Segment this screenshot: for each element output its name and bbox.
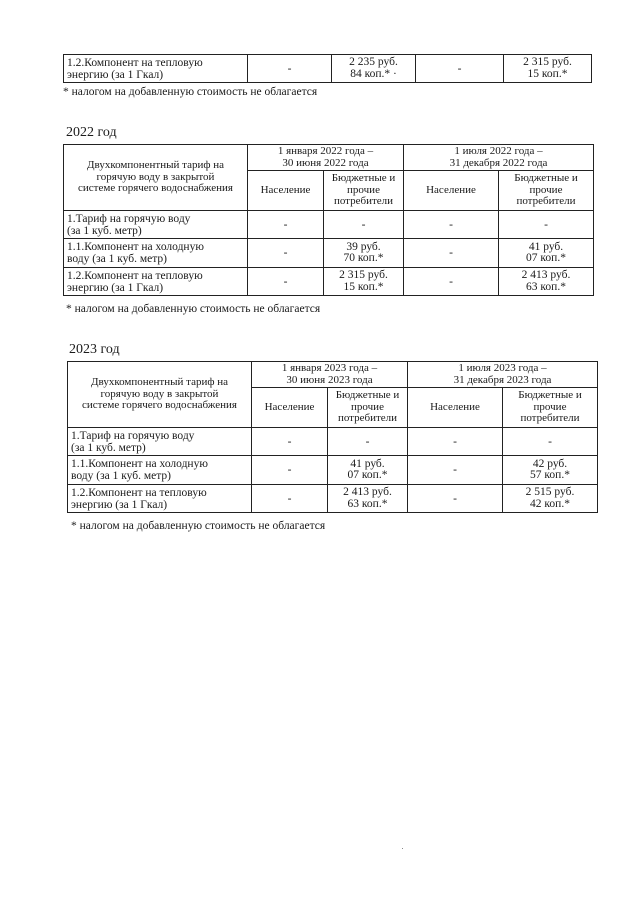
table-header-row bbox=[64, 145, 594, 171]
table-row bbox=[64, 211, 594, 239]
cell-population: - bbox=[252, 428, 328, 456]
row-label: 1.2.Компонент на тепловую энергию (за 1 Гкал) bbox=[64, 268, 248, 296]
header-population: Население bbox=[404, 171, 499, 211]
table-row bbox=[68, 456, 598, 485]
cell-budget: 2 315 руб. 15 коп.* bbox=[504, 55, 592, 83]
cell-budget: 2 515 руб. 42 коп.* bbox=[503, 485, 598, 513]
row-label: 1.2.Компонент на тепловую энергию (за 1 Гкал) bbox=[64, 55, 248, 83]
row-label: 1.2.Компонент на тепловую энергию (за 1 Гкал) bbox=[68, 485, 252, 513]
cell-budget: - bbox=[328, 428, 408, 456]
cell-population: - bbox=[248, 268, 324, 296]
table-row bbox=[64, 55, 592, 83]
footnote: * налогом на добавленную стоимость не облагается bbox=[66, 303, 321, 315]
header-budget: Бюджетные и прочие потребители bbox=[503, 388, 598, 428]
cell-population: - bbox=[408, 485, 503, 513]
header-budget: Бюджетные и прочие потребители bbox=[499, 171, 594, 211]
header-population: Население bbox=[252, 388, 328, 428]
cell-budget: 41 руб. 07 коп.* bbox=[499, 239, 594, 268]
section-title-2023: 2023 год bbox=[69, 342, 120, 357]
tariff-table-2023 bbox=[67, 361, 598, 513]
cell-budget: 2 413 руб. 63 коп.* bbox=[499, 268, 594, 296]
cell-population: - bbox=[416, 55, 504, 83]
cell-population: - bbox=[408, 428, 503, 456]
cell-budget: 42 руб. 57 коп.* bbox=[503, 456, 598, 485]
row-label: 1.Тариф на горячую воду (за 1 куб. метр) bbox=[64, 211, 248, 239]
header-tariff-label: Двухкомпонентный тариф на горячую воду в закрытой системе горячего водоснабжения bbox=[68, 362, 252, 428]
cell-budget: - bbox=[499, 211, 594, 239]
table-row bbox=[68, 428, 598, 456]
header-period-1: 1 января 2023 года – 30 июня 2023 года bbox=[252, 362, 408, 388]
cell-population: - bbox=[408, 456, 503, 485]
section-title-2022: 2022 год bbox=[66, 125, 117, 140]
row-label: 1.1.Компонент на холодную воду (за 1 куб. метр) bbox=[68, 456, 252, 485]
header-period-2: 1 июля 2023 года – 31 декабря 2023 года bbox=[408, 362, 598, 388]
cell-population: - bbox=[252, 456, 328, 485]
table-header-row bbox=[68, 362, 598, 388]
scan-speck bbox=[402, 848, 403, 849]
cell-budget: 2 235 руб. 84 коп.* · bbox=[332, 55, 416, 83]
footnote: * налогом на добавленную стоимость не облагается bbox=[71, 520, 326, 532]
tariff-table-2022 bbox=[63, 144, 594, 296]
cell-budget: 39 руб. 70 коп.* bbox=[324, 239, 404, 268]
cell-population: - bbox=[404, 239, 499, 268]
table-row bbox=[68, 485, 598, 513]
header-tariff-label: Двухкомпонентный тариф на горячую воду в закрытой системе горячего водоснабжения bbox=[64, 145, 248, 211]
cell-budget: 2 413 руб. 63 коп.* bbox=[328, 485, 408, 513]
cell-population: - bbox=[248, 55, 332, 83]
header-budget: Бюджетные и прочие потребители bbox=[324, 171, 404, 211]
header-population: Население bbox=[248, 171, 324, 211]
header-budget: Бюджетные и прочие потребители bbox=[328, 388, 408, 428]
row-label: 1.1.Компонент на холодную воду (за 1 куб. метр) bbox=[64, 239, 248, 268]
cell-population: - bbox=[404, 268, 499, 296]
row-label: 1.Тариф на горячую воду (за 1 куб. метр) bbox=[68, 428, 252, 456]
cell-population: - bbox=[252, 485, 328, 513]
header-period-1: 1 января 2022 года – 30 июня 2022 года bbox=[248, 145, 404, 171]
cell-population: - bbox=[248, 239, 324, 268]
table-row bbox=[64, 239, 594, 268]
header-period-2: 1 июля 2022 года – 31 декабря 2022 года bbox=[404, 145, 594, 171]
cell-budget: 41 руб. 07 коп.* bbox=[328, 456, 408, 485]
header-population: Население bbox=[408, 388, 503, 428]
footnote: * налогом на добавленную стоимость не облагается bbox=[63, 86, 318, 98]
cell-population: - bbox=[248, 211, 324, 239]
cell-budget: - bbox=[503, 428, 598, 456]
cell-budget: 2 315 руб. 15 коп.* bbox=[324, 268, 404, 296]
table-row bbox=[64, 268, 594, 296]
partial-tariff-table bbox=[63, 54, 592, 83]
cell-population: - bbox=[404, 211, 499, 239]
cell-budget: - bbox=[324, 211, 404, 239]
